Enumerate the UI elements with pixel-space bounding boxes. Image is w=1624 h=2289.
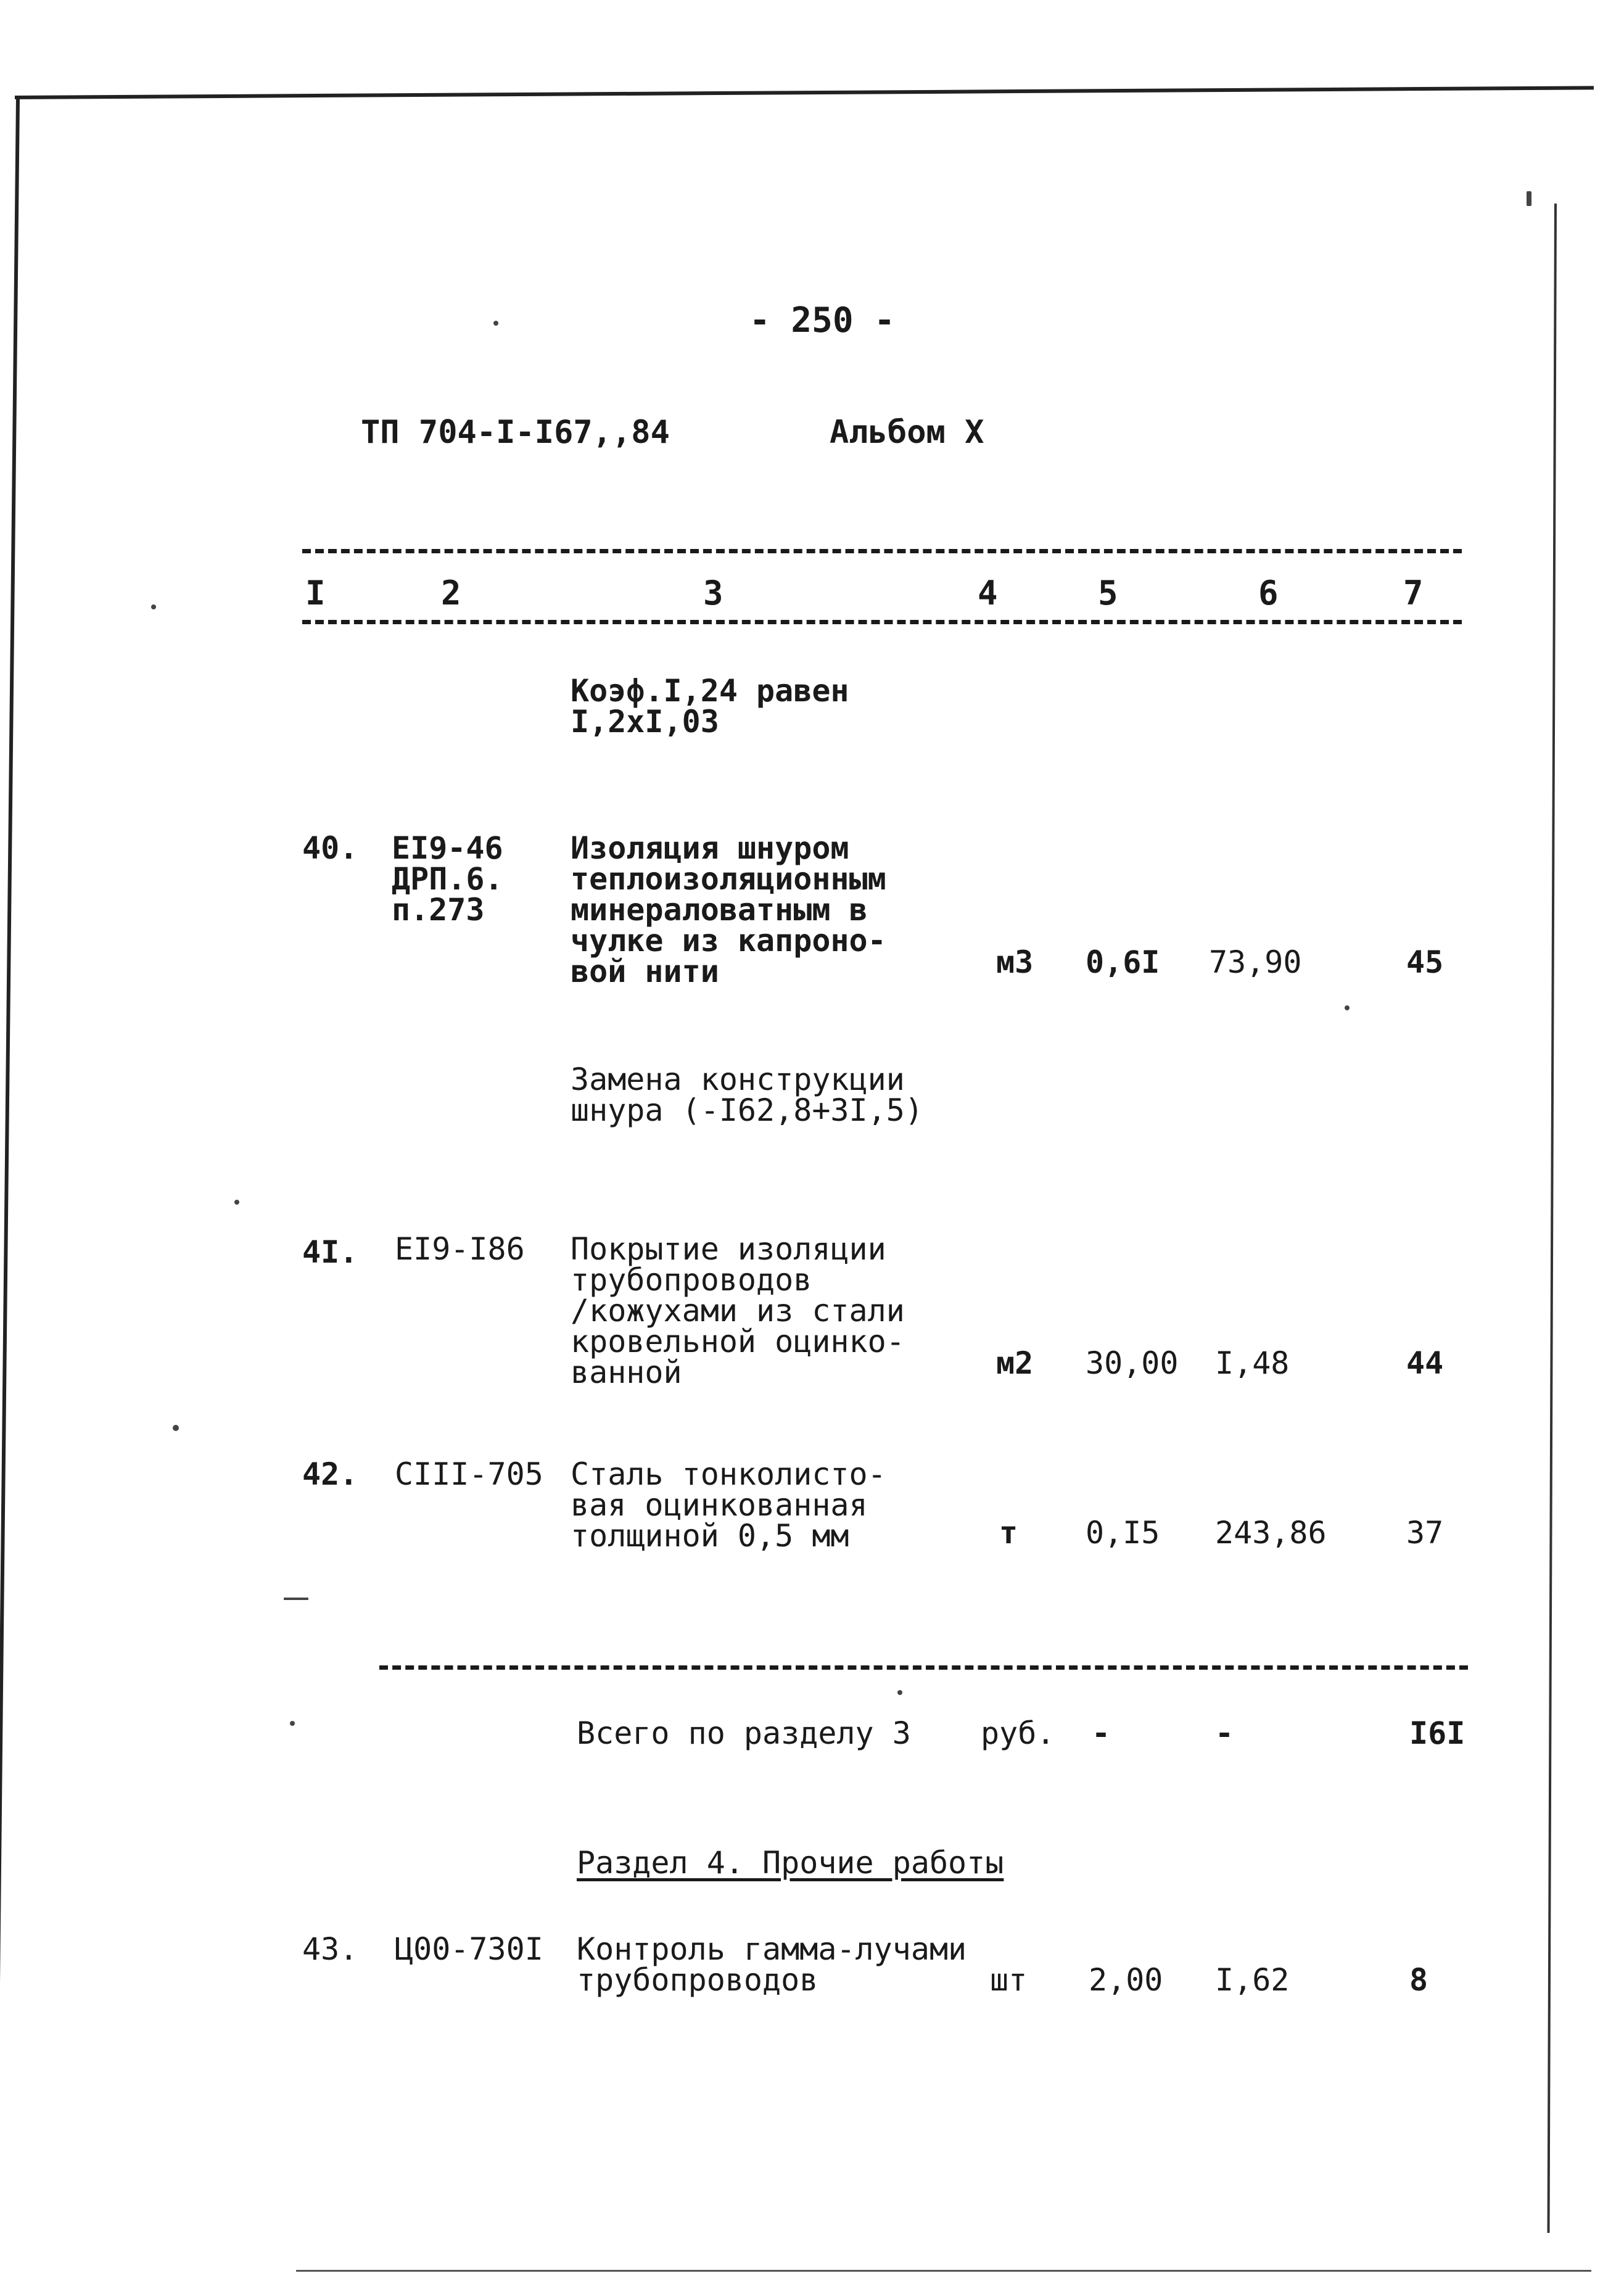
row-42-total: 37: [1406, 1515, 1444, 1551]
sheet-edge-top: [15, 86, 1594, 99]
section-3-total-value: I6I: [1409, 1715, 1465, 1751]
table-top-rule: [302, 549, 1462, 553]
column-header-5: 5: [1098, 574, 1118, 612]
sheet-edge-right: [1548, 204, 1557, 2233]
sheet-edge-bottom: [296, 2270, 1591, 2272]
section-3-total-label: Всего по разделу 3: [577, 1715, 911, 1751]
section-3-total-qty: -: [1092, 1715, 1111, 1751]
row-40-unit: м3: [996, 944, 1034, 980]
row-43-number: 43.: [302, 1931, 358, 1967]
row-43-total: 8: [1409, 1962, 1428, 1998]
row-40-total: 45: [1406, 944, 1444, 980]
row-40-number: 40.: [302, 830, 358, 866]
row-43-name: Контроль гамма-лучами трубопроводов: [577, 1931, 967, 1998]
column-header-3: 3: [703, 574, 723, 612]
section-total-rule: [379, 1665, 1468, 1670]
row-40-qty: 0,6I: [1086, 944, 1160, 980]
row-43-unit: шт: [990, 1962, 1028, 1998]
scan-speck: [173, 1425, 179, 1431]
scan-speck: [493, 321, 498, 326]
replacement-note: Замена конструкции шнура (-I62,8+3I,5): [571, 1062, 923, 1128]
scan-speck: [1345, 1005, 1350, 1010]
page-number: - 250 -: [749, 300, 896, 340]
scan-speck: [897, 1690, 902, 1695]
row-42-number: 42.: [302, 1456, 358, 1492]
column-header-6: 6: [1258, 574, 1279, 612]
row-42-qty: 0,I5: [1086, 1515, 1160, 1551]
row-41-code: EI9-I86: [395, 1231, 525, 1267]
scan-speck: [1527, 191, 1531, 206]
row-41-total: 44: [1406, 1345, 1444, 1381]
row-43-qty: 2,00: [1089, 1962, 1163, 1998]
scan-speck: [284, 1598, 308, 1600]
column-header-4: 4: [978, 574, 998, 612]
row-40-price: 73,90: [1209, 944, 1302, 980]
section-3-total-price: -: [1215, 1715, 1234, 1751]
column-header-2: 2: [441, 574, 461, 612]
scan-speck: [151, 604, 156, 609]
row-41-price: I,48: [1215, 1345, 1290, 1381]
row-42-price: 243,86: [1215, 1515, 1327, 1551]
row-43-code: Ц00-730I: [395, 1931, 543, 1967]
row-42-code: СIII-705: [395, 1456, 543, 1492]
row-40-name: Изоляция шнуром теплоизоляционным минераловатным в чулке из капроно- вой нити: [571, 830, 886, 989]
row-41-qty: 30,00: [1086, 1345, 1179, 1381]
row-41-number: 4I.: [302, 1234, 358, 1270]
row-40-code: EI9-46 ДРП.6. п.273: [392, 830, 503, 928]
section-4-title: Раздел 4. Прочие работы: [577, 1845, 1004, 1881]
row-43-price: I,62: [1215, 1962, 1290, 1998]
scan-speck: [290, 1721, 295, 1726]
sheet-edge-left: [0, 99, 20, 2276]
document-code: ТП 704-I-I67,,84: [361, 414, 670, 451]
album-label: Альбом X: [830, 414, 984, 451]
scan-speck: [234, 1200, 239, 1205]
column-header-7: 7: [1403, 574, 1424, 612]
table-header-rule: [302, 620, 1462, 624]
row-41-name: Покрытие изоляции трубопроводов /кожухами из стали кровельной оцинко- ванной: [571, 1231, 905, 1390]
row-41-unit: м2: [996, 1345, 1034, 1381]
coefficient-note: Коэф.I,24 равен I,2xI,03: [571, 673, 849, 740]
section-3-total-unit: руб.: [981, 1715, 1055, 1751]
row-42-name: Сталь тонколисто- вая оцинкованная толщиной 0,5 мм: [571, 1456, 886, 1554]
column-header-1: I: [305, 574, 326, 612]
row-42-unit: т: [999, 1515, 1018, 1551]
